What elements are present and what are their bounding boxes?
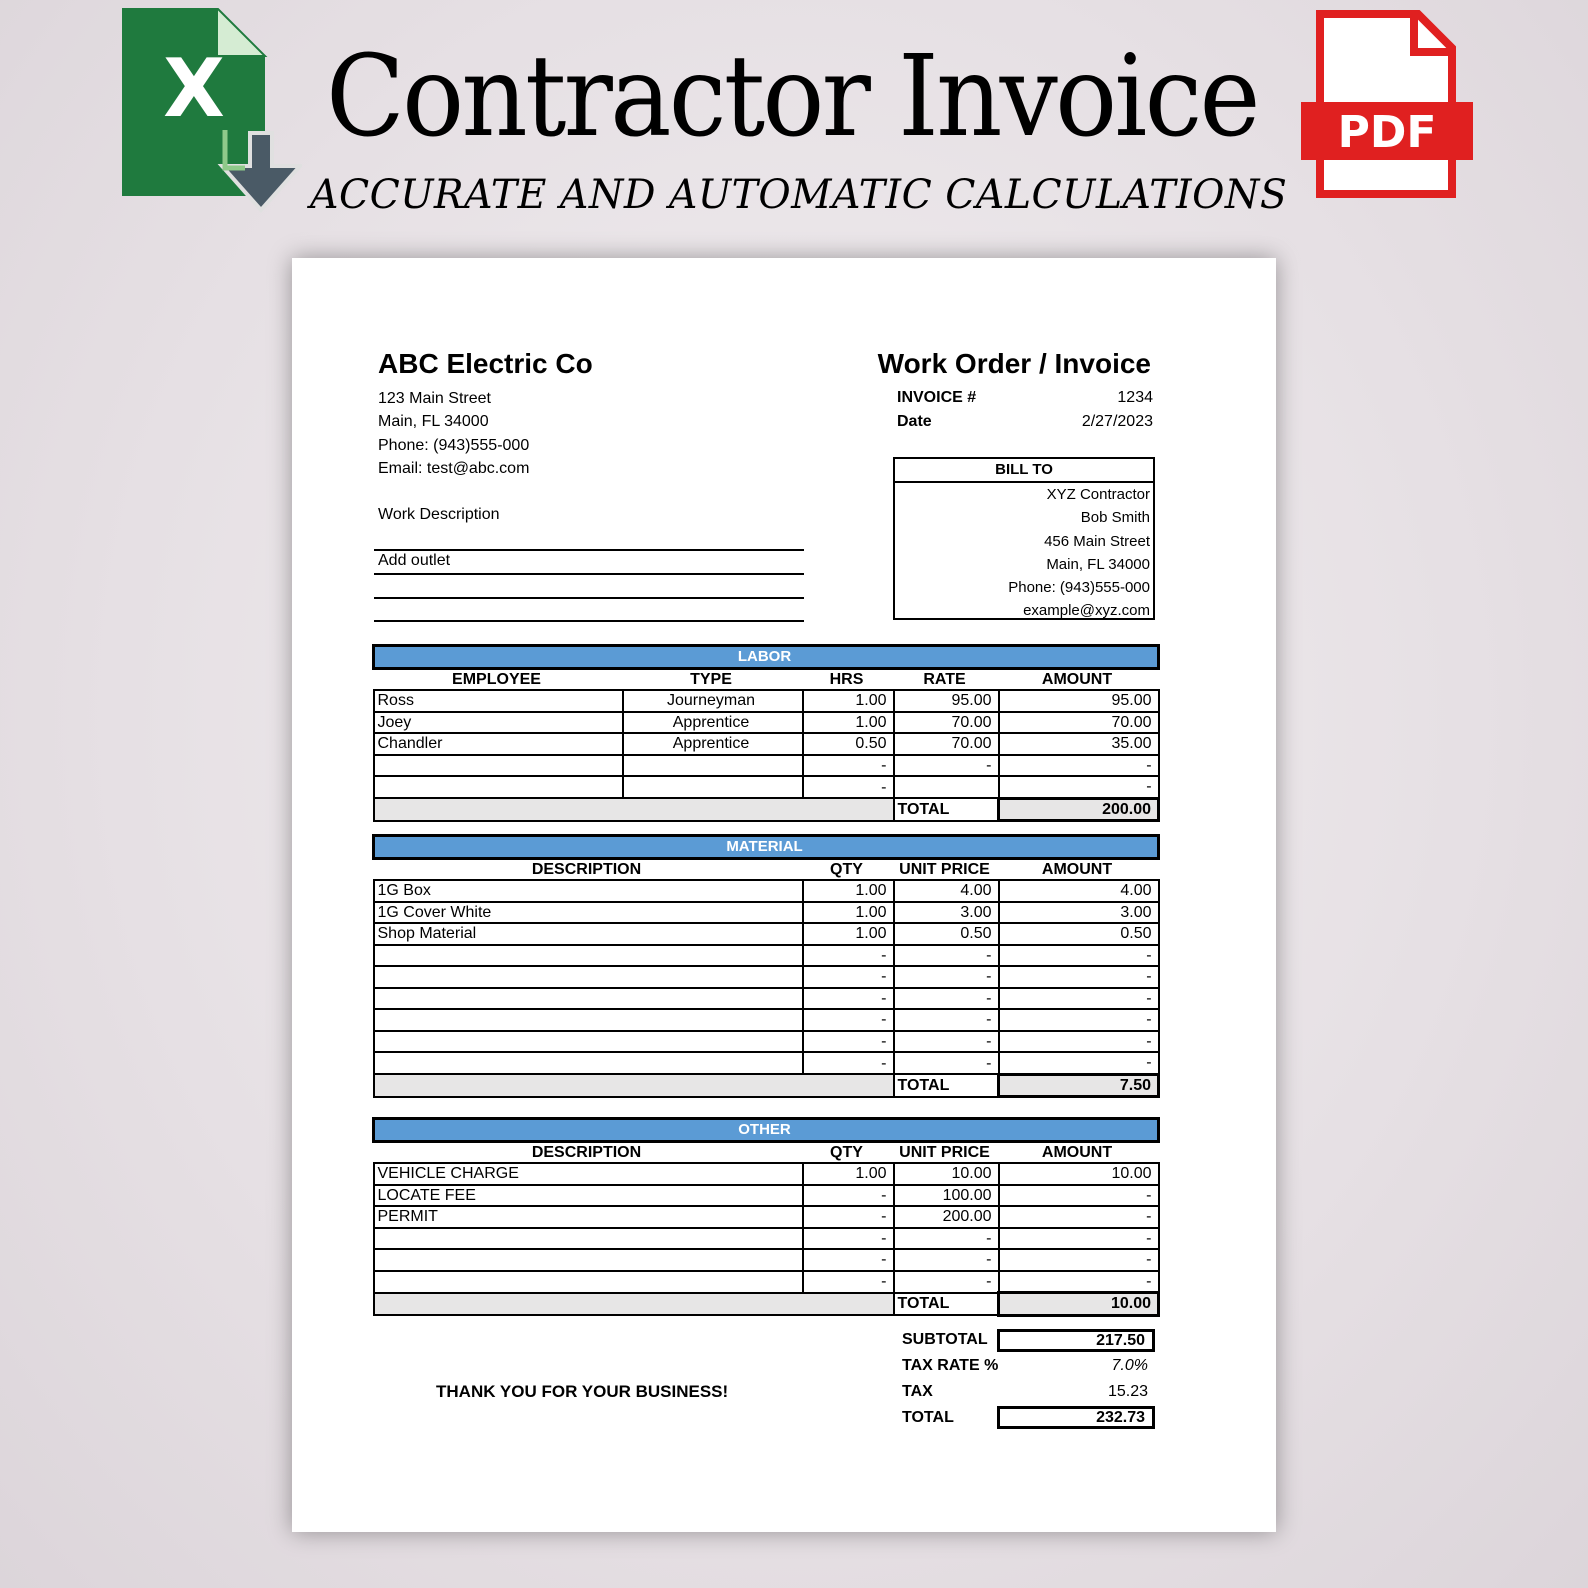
labor-employee[interactable]: Joey <box>374 712 623 734</box>
labor-table <box>372 644 1160 822</box>
other-unit-price[interactable]: 10.00 <box>894 1163 999 1185</box>
labor-rate[interactable]: 70.00 <box>894 712 999 734</box>
other-description[interactable] <box>374 1249 803 1271</box>
material-description[interactable] <box>374 988 803 1010</box>
other-amount: 10.00 <box>999 1163 1159 1185</box>
material-amount: 4.00 <box>999 880 1159 902</box>
material-unit-price[interactable]: 3.00 <box>894 902 999 924</box>
labor-total-value: 200.00 <box>999 798 1159 821</box>
material-description[interactable]: 1G Box <box>374 880 803 902</box>
table-row <box>374 923 1159 945</box>
company-address-city: Main, FL 34000 <box>378 413 489 430</box>
other-description[interactable] <box>374 1271 803 1293</box>
labor-hours[interactable]: 1.00 <box>803 712 894 734</box>
labor-employee[interactable]: Chandler <box>374 733 623 755</box>
material-header-amount: AMOUNT <box>1041 860 1113 878</box>
other-total-row <box>374 1293 1159 1316</box>
material-qty[interactable]: 1.00 <box>803 880 894 902</box>
labor-header-type: TYPE <box>690 670 732 688</box>
labor-employee[interactable]: Ross <box>374 690 623 712</box>
other-amount: - <box>999 1206 1159 1228</box>
other-qty[interactable]: - <box>803 1271 894 1293</box>
material-description[interactable] <box>374 1031 803 1053</box>
company-email: Email: test@abc.com <box>378 460 530 477</box>
bill-to-phone[interactable]: Phone: (943)555-000 <box>1008 579 1150 597</box>
material-amount: - <box>999 988 1159 1010</box>
labor-amount: - <box>999 755 1159 777</box>
grand-total-label: TOTAL <box>902 1409 954 1426</box>
bill-to-contact[interactable]: Bob Smith <box>1080 509 1150 527</box>
other-description[interactable] <box>374 1228 803 1250</box>
material-qty[interactable]: 1.00 <box>803 923 894 945</box>
material-header-unit-price: UNIT PRICE <box>899 860 990 878</box>
other-qty[interactable]: - <box>803 1228 894 1250</box>
labor-rate[interactable]: 70.00 <box>894 733 999 755</box>
table-row <box>374 902 1159 924</box>
invoice-date-label: Date <box>897 413 932 430</box>
labor-type[interactable]: Journeyman <box>623 690 803 712</box>
labor-rate[interactable]: - <box>894 755 999 777</box>
invoice-number-label: INVOICE # <box>897 389 977 406</box>
material-description[interactable] <box>374 945 803 967</box>
labor-header-amount: AMOUNT <box>1041 670 1113 688</box>
material-amount: - <box>999 945 1159 967</box>
tax-value: 15.23 <box>1107 1383 1148 1400</box>
other-unit-price[interactable]: 200.00 <box>894 1206 999 1228</box>
table-row <box>374 690 1159 712</box>
labor-amount: 35.00 <box>999 733 1159 755</box>
other-amount: - <box>999 1271 1159 1293</box>
company-address-street: 123 Main Street <box>378 390 491 407</box>
material-unit-price[interactable]: - <box>894 988 999 1010</box>
labor-employee[interactable] <box>374 776 623 798</box>
labor-employee[interactable] <box>374 755 623 777</box>
material-amount: - <box>999 1052 1159 1074</box>
table-row <box>374 1163 1159 1185</box>
labor-header-rate: RATE <box>923 670 966 688</box>
invoice-title: Work Order / Invoice <box>877 348 1151 379</box>
material-amount: - <box>999 1031 1159 1053</box>
material-amount: 3.00 <box>999 902 1159 924</box>
other-header-unit-price: UNIT PRICE <box>899 1143 990 1161</box>
other-header-amount: AMOUNT <box>1041 1143 1113 1161</box>
table-row <box>374 1271 1159 1293</box>
material-unit-price[interactable]: - <box>894 1009 999 1031</box>
labor-section-title: LABOR <box>374 646 1159 669</box>
total-fill <box>374 1074 894 1097</box>
other-unit-price[interactable]: 100.00 <box>894 1185 999 1207</box>
divider <box>374 597 804 599</box>
other-unit-price[interactable]: - <box>894 1228 999 1250</box>
labor-amount: 95.00 <box>999 690 1159 712</box>
material-unit-price[interactable]: 0.50 <box>894 923 999 945</box>
material-description[interactable] <box>374 1052 803 1074</box>
table-row <box>374 776 1159 798</box>
material-total-value: 7.50 <box>999 1074 1159 1097</box>
table-row <box>374 1206 1159 1228</box>
material-unit-price[interactable]: 4.00 <box>894 880 999 902</box>
labor-total-row <box>374 798 1159 821</box>
tax-rate-value[interactable]: 7.0% <box>1111 1357 1148 1374</box>
material-total-row <box>374 1074 1159 1097</box>
material-section-title: MATERIAL <box>374 836 1159 859</box>
material-header-qty: QTY <box>830 860 863 878</box>
other-qty[interactable]: - <box>803 1185 894 1207</box>
other-amount: - <box>999 1228 1159 1250</box>
labor-hours[interactable]: 1.00 <box>803 690 894 712</box>
labor-type[interactable] <box>623 755 803 777</box>
thank-you-message: THANK YOU FOR YOUR BUSINESS! <box>436 1382 729 1401</box>
material-unit-price[interactable]: - <box>894 966 999 988</box>
material-amount: 0.50 <box>999 923 1159 945</box>
other-qty[interactable]: - <box>803 1206 894 1228</box>
table-row <box>374 945 1159 967</box>
total-fill <box>374 1293 894 1316</box>
other-qty[interactable]: - <box>803 1249 894 1271</box>
material-qty[interactable]: - <box>803 966 894 988</box>
material-total-label: TOTAL <box>894 1074 999 1097</box>
divider <box>374 620 804 622</box>
material-qty[interactable]: 1.00 <box>803 902 894 924</box>
material-qty[interactable]: - <box>803 945 894 967</box>
table-row <box>374 1249 1159 1271</box>
other-total-value: 10.00 <box>999 1293 1159 1316</box>
material-qty[interactable]: - <box>803 1031 894 1053</box>
other-amount: - <box>999 1185 1159 1207</box>
material-qty[interactable]: - <box>803 988 894 1010</box>
table-row <box>374 1185 1159 1207</box>
invoice-sheet <box>292 258 1276 1532</box>
table-row <box>374 1031 1159 1053</box>
other-header-description: DESCRIPTION <box>531 1143 642 1161</box>
table-row <box>374 755 1159 777</box>
material-unit-price[interactable]: - <box>894 1031 999 1053</box>
material-amount: - <box>999 1009 1159 1031</box>
table-row <box>374 733 1159 755</box>
divider <box>374 573 804 575</box>
labor-type[interactable]: Apprentice <box>623 733 803 755</box>
bill-to-email[interactable]: example@xyz.com <box>1023 602 1150 620</box>
work-description-line-1[interactable]: Add outlet <box>378 552 451 569</box>
grand-total-value: 232.73 <box>997 1406 1155 1429</box>
invoice-date[interactable]: 2/27/2023 <box>1081 413 1153 430</box>
material-unit-price[interactable]: - <box>894 945 999 967</box>
other-unit-price[interactable]: - <box>894 1271 999 1293</box>
material-qty[interactable]: - <box>803 1009 894 1031</box>
bill-to-box <box>893 457 1155 620</box>
other-description[interactable]: PERMIT <box>374 1206 803 1228</box>
pdf-file-icon <box>1300 10 1478 200</box>
table-row <box>374 1009 1159 1031</box>
labor-hours[interactable]: - <box>803 755 894 777</box>
labor-hours[interactable]: - <box>803 776 894 798</box>
material-description[interactable]: Shop Material <box>374 923 803 945</box>
invoice-number[interactable]: 1234 <box>1117 389 1153 406</box>
company-phone: Phone: (943)555-000 <box>378 437 530 454</box>
material-description[interactable]: 1G Cover White <box>374 902 803 924</box>
material-amount: - <box>999 966 1159 988</box>
other-amount: - <box>999 1249 1159 1271</box>
labor-rate[interactable]: 95.00 <box>894 690 999 712</box>
material-description[interactable] <box>374 966 803 988</box>
banner-title: Contractor Invoice <box>326 32 1258 162</box>
labor-rate[interactable] <box>894 776 999 798</box>
labor-hours[interactable]: 0.50 <box>803 733 894 755</box>
subtotal-value: 217.50 <box>997 1329 1155 1352</box>
bill-to-city[interactable]: Main, FL 34000 <box>1046 555 1150 573</box>
labor-header-employee: EMPLOYEE <box>452 670 541 688</box>
material-qty[interactable]: - <box>803 1052 894 1074</box>
labor-total-label: TOTAL <box>894 798 999 821</box>
company-name: ABC Electric Co <box>378 348 593 379</box>
table-row <box>374 712 1159 734</box>
labor-type[interactable]: Apprentice <box>623 712 803 734</box>
svg-text:X: X <box>163 42 225 135</box>
labor-type[interactable] <box>623 776 803 798</box>
bill-to-company[interactable]: XYZ Contractor <box>1046 486 1150 503</box>
divider <box>374 549 804 551</box>
other-unit-price[interactable]: - <box>894 1249 999 1271</box>
other-qty[interactable]: 1.00 <box>803 1163 894 1185</box>
table-row <box>374 988 1159 1010</box>
other-header-qty: QTY <box>830 1143 863 1161</box>
table-row <box>374 1052 1159 1074</box>
bill-to-street[interactable]: 456 Main Street <box>1044 532 1150 550</box>
work-description-label: Work Description <box>378 506 500 523</box>
table-row <box>374 880 1159 902</box>
total-fill <box>374 798 894 821</box>
table-row <box>374 1228 1159 1250</box>
labor-amount: 70.00 <box>999 712 1159 734</box>
subtotal-label: SUBTOTAL <box>902 1331 988 1348</box>
material-description[interactable] <box>374 1009 803 1031</box>
other-total-label: TOTAL <box>894 1293 999 1316</box>
other-section-title: OTHER <box>374 1119 1159 1142</box>
material-table <box>372 834 1160 1098</box>
material-header-description: DESCRIPTION <box>531 860 642 878</box>
other-description[interactable]: VEHICLE CHARGE <box>374 1163 803 1185</box>
other-description[interactable]: LOCATE FEE <box>374 1185 803 1207</box>
tax-rate-label: TAX RATE % <box>902 1357 999 1374</box>
excel-file-icon <box>122 8 302 213</box>
material-unit-price[interactable]: - <box>894 1052 999 1074</box>
bill-to-header: BILL TO <box>895 459 1153 483</box>
svg-text:PDF: PDF <box>1337 107 1437 158</box>
banner-subtitle: ACCURATE AND AUTOMATIC CALCULATIONS <box>310 172 1288 218</box>
other-table <box>372 1117 1160 1317</box>
table-row <box>374 966 1159 988</box>
labor-amount: - <box>999 776 1159 798</box>
tax-label: TAX <box>902 1383 933 1400</box>
labor-header-hrs: HRS <box>829 670 864 688</box>
